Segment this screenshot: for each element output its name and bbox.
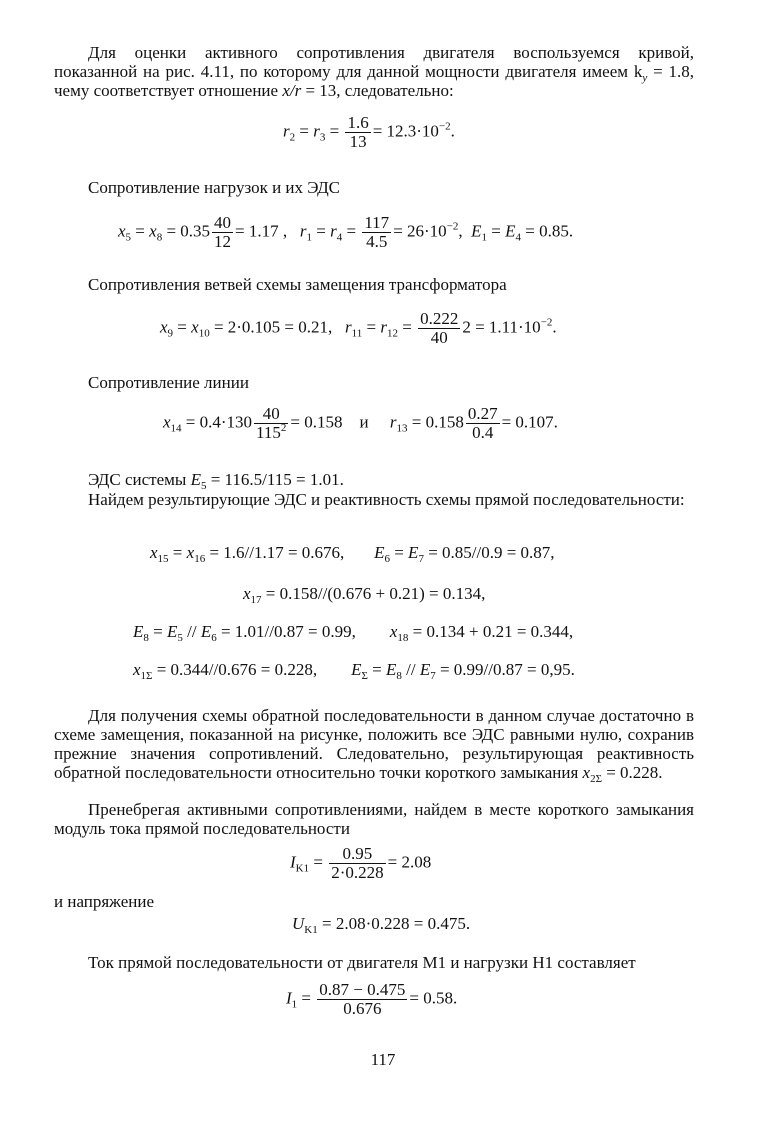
e8-b: = 0.134 + 0.21 = 0.344, xyxy=(412,622,574,641)
equation-x17: $x_{17} = 0.158//(0.676 + 0.21) = 0.134$, xyxy=(243,584,486,606)
e4-num2: 0.27 xyxy=(467,404,498,423)
e1-num: 1.6 xyxy=(347,113,369,132)
e4-and: и xyxy=(359,412,369,432)
e2-d: = 26·10 xyxy=(393,221,447,241)
fraction-e10 xyxy=(329,845,385,882)
heading-line: Сопротивление линии xyxy=(88,373,249,392)
e4-den2: 0.4 xyxy=(472,423,494,442)
p1-sub: y xyxy=(642,72,648,84)
equation-loads: $x_5 = x_8 = 0.35$ $\frac{40}{12}$ = 1.17 , $r_1 = r_4$ = $\frac{117}{4.5}$ = $26\cdot 10^{-2}$, $E_1 = E_4 = 0.85$. xyxy=(118,213,574,251)
e1-exp: −2 xyxy=(438,120,451,133)
e2-num: 40 xyxy=(214,213,232,232)
p1-xr: x/r xyxy=(282,81,302,100)
paragraph-current: Пренебрегая активными сопротивлениями, найдем в месте короткого замыкания модуль тока прямой последовательности xyxy=(54,800,694,838)
e4-c: = 0.158 xyxy=(411,412,464,432)
e7: = 0.158//(0.676 + 0.21) = 0.134, xyxy=(265,584,486,603)
fraction-e3 xyxy=(418,310,460,347)
heading-loads: Сопротивление нагрузок и их ЭДС xyxy=(88,178,341,197)
equation-i1: $I_1$ = $\frac{0.87 - 0.475}{0.676}$ = 0.58. xyxy=(286,980,458,1018)
equation-ik1: $I_{K1}$ = $\frac{0.95}{2\cdot 0.228}$ = 2.08 xyxy=(290,844,432,882)
e1-lhs: = xyxy=(329,121,344,141)
e3-a: = 2·0.105 = 0.21, xyxy=(213,317,333,337)
p1-end: = 13, следовательно: xyxy=(301,81,454,100)
e4-d: = 0.107. xyxy=(501,412,558,432)
e4-num: 40 xyxy=(254,405,288,424)
fraction-e12 xyxy=(317,981,407,1018)
e3-exp: −2 xyxy=(540,316,553,329)
e10-rhs: = 2.08 xyxy=(387,852,432,872)
e1-rhs: = 12.3·10 xyxy=(372,121,439,141)
e2-a: = 0.35 xyxy=(166,221,211,241)
p7-text: Для получения схемы обратной последовательности в данном случае достаточно в схеме замещения, показанной на рисунке, положить все ЭДС равными нулю, сохранив прежние значения сопротивлений. Следовательно, результирующая реактивность обратной последовательности относительно точки короткого замыкания xyxy=(54,706,694,782)
fraction-e4 xyxy=(254,405,288,442)
e6-b: = 0.85//0.9 = 0.87, xyxy=(428,543,555,562)
paragraph-motor-resistance xyxy=(54,43,694,100)
fraction-e4b xyxy=(466,405,500,442)
e2-den: 12 xyxy=(214,232,232,251)
e1-den: 13 xyxy=(349,132,367,151)
e12-den: 0.676 xyxy=(343,999,382,1018)
e4-b: = 0.158 xyxy=(290,412,343,432)
e4-den-exp: 2 xyxy=(280,422,287,434)
paragraph-motor-current: Ток прямой последовательности от двигателя М1 и нагрузки Н1 составляет xyxy=(88,953,636,972)
p5-text: ЭДС системы xyxy=(88,470,191,489)
e4-den: 115 xyxy=(256,423,281,442)
page-number: 117 xyxy=(370,1050,396,1069)
fraction-e2 xyxy=(212,214,233,251)
equation-e8: $E_8 = E_5 // E_6 = 1.01//0.87 = 0.99$, $x_{18} = 0.134 + 0.21 = 0.344$, xyxy=(133,622,574,644)
e9-b: = 0.99//0.87 = 0,95. xyxy=(439,660,575,679)
p1-mid: = 1.8, чему соответствует отношение xyxy=(54,62,694,100)
e2-d-exp: −2 xyxy=(446,220,459,233)
p7-end: = 0.228. xyxy=(601,763,663,782)
e10-num: 0.95 xyxy=(329,845,385,864)
equation-x1sigma: $x_{1\Sigma} = 0.344//0.676 = 0.228$, $E_\Sigma = E_8 // E_7 = 0.99//0.87 = 0,95$. xyxy=(133,660,575,682)
paragraph-negative-sequence: Для получения схемы обратной последовательности в данном случае достаточно в схеме замещения, показанной на рисунке, положить все ЭДС равными нулю, сохранив прежние значения сопротивлений. Следовательно, результирующая реактивность обратной последовательности относительно точки короткого замыкания $x_{2\Sigma} = 0.228$. xyxy=(54,706,694,785)
fraction-e2c xyxy=(362,214,391,251)
e11: = 2.08·0.228 = 0.475. xyxy=(321,914,471,933)
equation-transformer: $x_9 = x_{10} = 2\cdot 0.105 = 0.21$, $r_{11} = r_{12}$ = $\frac{0.222}{40}$ $2 = 1.11\cdot 10^{-2}$. xyxy=(160,309,557,347)
heading-transformer: Сопротивления ветвей схемы замещения трансформатора xyxy=(88,275,507,294)
fraction-e1 xyxy=(345,114,370,151)
p1-text: Для оценки активного сопротивления двигателя воспользуемся кривой, показанной на рис. 4.11, по которому для данной мощности двигателя имеем k xyxy=(54,43,694,81)
e5: = 116.5/115 = 1.01. xyxy=(210,470,344,489)
e3-b: 2 = 1.11·10 xyxy=(462,317,541,337)
e9-a: = 0.344//0.676 = 0.228, xyxy=(156,660,318,679)
equation-uk1: $U_{K1} = 2.08\cdot 0.228 = 0.475$. xyxy=(292,914,471,936)
e2-c-den: 4.5 xyxy=(366,232,388,251)
e4-a: = 0.4·130 xyxy=(185,412,253,432)
equation-r2-r3: $r_2 = r_3$ = $\frac{1.6}{13}$ = $12.3\cdot 10^{-2}$. xyxy=(283,113,455,151)
paragraph-positive-sequence: Найдем результирующие ЭДС и реактивность схемы прямой последовательности: xyxy=(88,490,685,509)
e12-num: 0.87 − 0.475 xyxy=(319,980,406,999)
paragraph-system-emf: ЭДС системы $E_5 = 116.5/115 = 1.01$. xyxy=(88,470,344,492)
equation-line: $x_{14} = 0.4\cdot 130$ $\frac{40}{115^2}$ = 0.158 и $r_{13} = 0.158$ $\frac{0.27}{0.4}$ = 0.107. xyxy=(163,404,558,442)
equation-x15: $x_{15} = x_{16} = 1.6//1.17 = 0.676$, $E_6 = E_7 = 0.85//0.9 = 0.87$, xyxy=(150,543,555,565)
e3-den: 40 xyxy=(430,328,448,347)
e3-num: 0.222 xyxy=(420,309,459,328)
e6-a: = 1.6//1.17 = 0.676, xyxy=(209,543,345,562)
paragraph-voltage: и напряжение xyxy=(54,892,154,911)
e2-c-num: 117 xyxy=(364,213,390,232)
e2-b: = 1.17 , xyxy=(235,221,288,241)
e2-e: = 0.85. xyxy=(525,221,574,241)
e10-den: 2·0.228 xyxy=(331,863,384,882)
e12-rhs: = 0.58. xyxy=(409,988,458,1008)
e8-a: = 1.01//0.87 = 0.99, xyxy=(220,622,356,641)
